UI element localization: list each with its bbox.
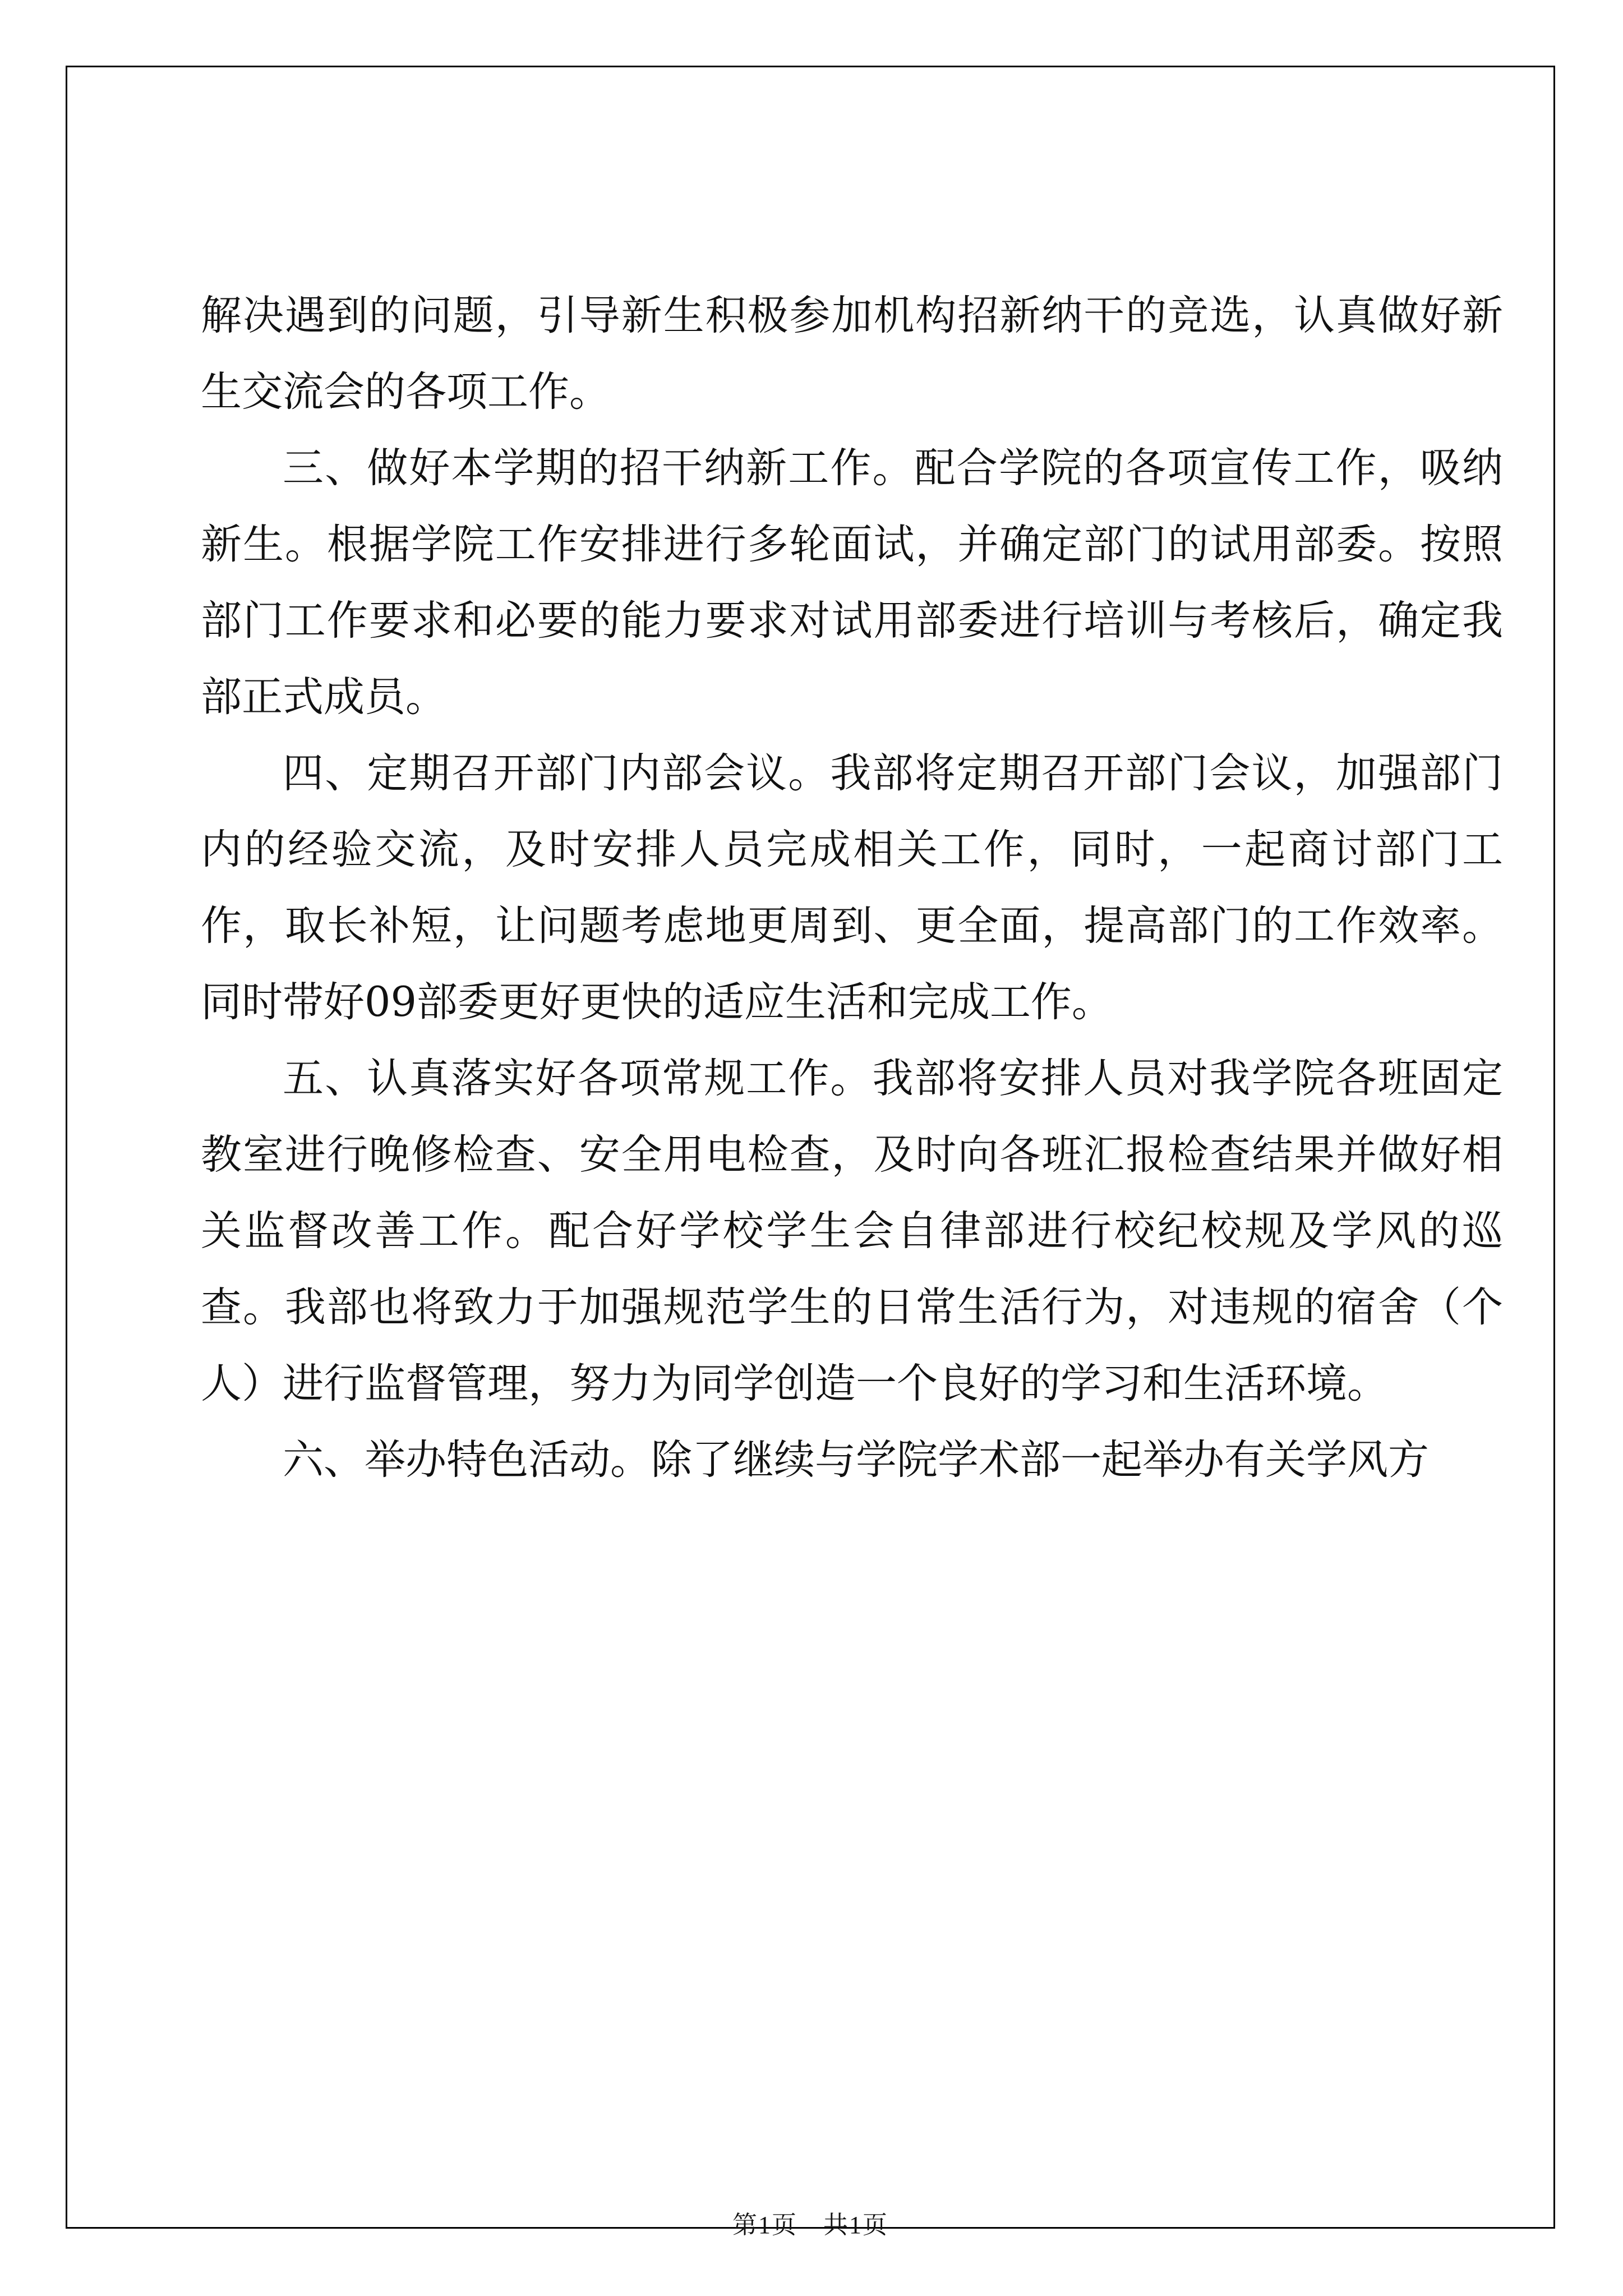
paragraph-continuation: 解决遇到的问题，引导新生积极参加机构招新纳干的竞选，认真做好新生交流会的各项工作。	[201, 292, 1503, 416]
page-number-footer: 第1页 共1页	[732, 2211, 888, 2239]
paragraph-item-5: 五、认真落实好各项常规工作。我部将安排人员对我学院各班固定教室进行晚修检查、安全用电检查，及时向各班汇报检查结果并做好相关监督改善工作。配合好学校学生会自律部进行校纪校规及学风的巡查。我部也将致力于加强规范学生的日常生活行为，对违规的宿舍（个人）进行监督管理，努力为同学创造一个良好的学习和生活环境。	[201, 1055, 1503, 1407]
paragraph-item-6: 六、举办特色活动。除了继续与学院学术部一起举办有关学风方	[283, 1436, 1429, 1484]
document-body	[201, 278, 1503, 1498]
document-page	[66, 66, 1555, 2239]
paragraph-item-4: 四、定期召开部门内部会议。我部将定期召开部门会议，加强部门内的经验交流，及时安排人员完成相关工作，同时，一起商讨部门工作，取长补短，让问题考虑地更周到、更全面，提高部门的工作效率。同时带好09部委更好更快的适应生活和完成工作。	[201, 749, 1503, 1026]
paragraph-item-3: 三、做好本学期的招干纳新工作。配合学院的各项宣传工作，吸纳新生。根据学院工作安排进行多轮面试，并确定部门的试用部委。按照部门工作要求和必要的能力要求对试用部委进行培训与考核后，确定我部正式成员。	[201, 444, 1503, 721]
